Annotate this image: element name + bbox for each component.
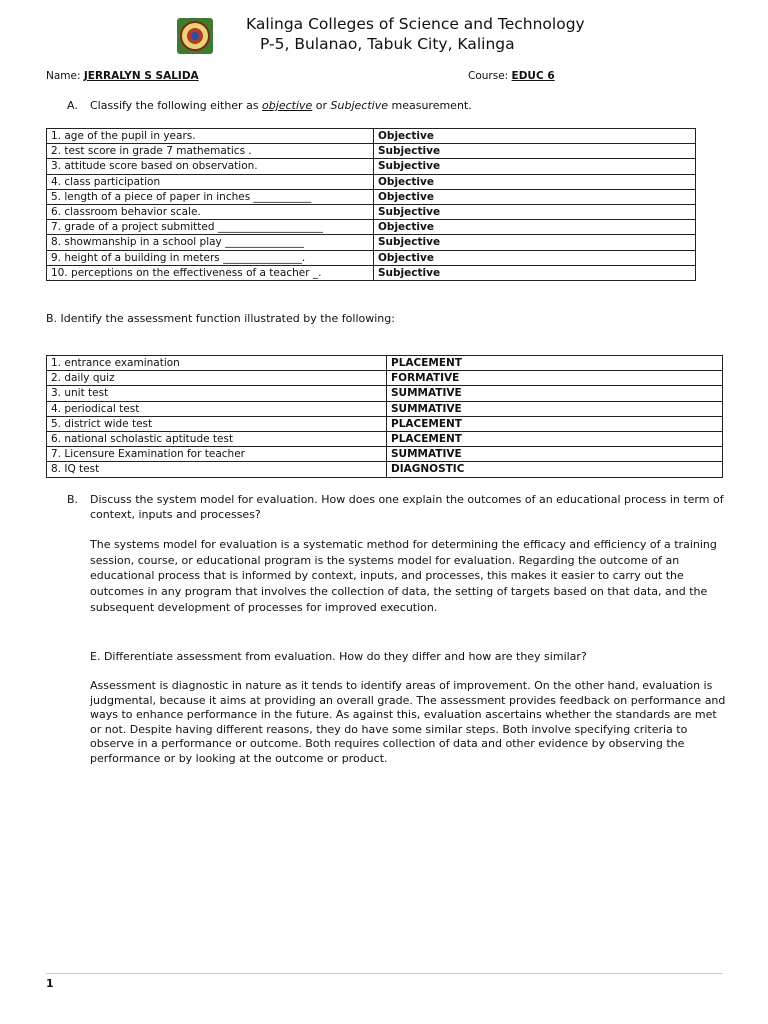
table-row <box>47 447 723 462</box>
item-cell: 1. entrance examination <box>47 356 387 371</box>
item-cell: 6. national scholastic aptitude test <box>47 431 387 446</box>
table-row <box>47 386 723 401</box>
course-value: EDUC 6 <box>511 70 555 82</box>
answer-cell: Objective <box>374 174 696 189</box>
table-row <box>47 129 696 144</box>
item-cell: 8. IQ test <box>47 462 387 477</box>
section-b2-question-text: Discuss the system model for evaluation. How does one explain the outcomes of an educational process in term of context, inputs and processes? <box>90 493 724 521</box>
table-row <box>47 462 723 477</box>
answer-cell: Subjective <box>374 235 696 250</box>
table-row <box>47 250 696 265</box>
section-b-title: B. Identify the assessment function illustrated by the following: <box>46 312 395 325</box>
table-row <box>47 265 696 280</box>
item-cell: 4. class participation <box>47 174 374 189</box>
answer-cell: PLACEMENT <box>387 431 723 446</box>
item-cell: 7. grade of a project submitted ____________________ <box>47 220 374 235</box>
answer-cell: Subjective <box>374 144 696 159</box>
section-a-objective: objective <box>262 99 313 112</box>
item-cell: 7. Licensure Examination for teacher <box>47 447 387 462</box>
item-cell: 8. showmanship in a school play _______________ <box>47 235 374 250</box>
section-e-answer: Assessment is diagnostic in nature as it tends to identify areas of improvement. On the other hand, evaluation is judgmental, because it aims at providing an overall grade. The assessment provides feedback on performance and ways to enhance performance in the future. As against this, evaluation ascertains whether the standards are met or not. Despite having different reasons, they do have some similar steps. Both involve specifying criteria to observe in a performance or outcome. Both requires collection of data and other evidence by observing the performance or by looking at the outcome or product. <box>90 679 726 765</box>
item-cell: 9. height of a building in meters _______________. <box>47 250 374 265</box>
answer-cell: PLACEMENT <box>387 356 723 371</box>
answer-cell: Subjective <box>374 265 696 280</box>
table-row <box>47 189 696 204</box>
answer-cell: SUMMATIVE <box>387 386 723 401</box>
name-value: JERRALYN S SALIDA <box>83 70 199 82</box>
section-a-instruction <box>67 99 472 112</box>
table-row <box>47 416 723 431</box>
section-b2-answer: The systems model for evaluation is a systematic method for determining the efficacy and efficiency of a training session, course, or educational program is the systems model for evaluation. Regarding the outcome of an educational process that is informed by context, inputs, and processes, this makes it easier to carry out the outcomes in any program that involves the collection of data, the setting of targets based on that data, and the subsequent development of processes for improved execution. <box>90 538 717 614</box>
answer-cell: Objective <box>374 189 696 204</box>
school-name: Kalinga Colleges of Science and Technology <box>246 15 585 33</box>
item-cell: 5. district wide test <box>47 416 387 431</box>
section-a-text-end: measurement. <box>388 99 472 112</box>
table-row <box>47 371 723 386</box>
item-cell: 2. test score in grade 7 mathematics . <box>47 144 374 159</box>
answer-cell: PLACEMENT <box>387 416 723 431</box>
item-cell: 3. attitude score based on observation. <box>47 159 374 174</box>
assessment-function-table <box>46 355 723 478</box>
item-cell: 6. classroom behavior scale. <box>47 204 374 219</box>
answer-cell: SUMMATIVE <box>387 401 723 416</box>
item-cell: 3. unit test <box>47 386 387 401</box>
answer-cell: FORMATIVE <box>387 371 723 386</box>
table-row <box>47 401 723 416</box>
section-b2-question <box>67 493 727 522</box>
item-cell: 2. daily quiz <box>47 371 387 386</box>
student-name-row <box>46 70 199 82</box>
section-a-or: or <box>312 99 331 112</box>
section-a-label: A. <box>67 99 78 112</box>
section-e-question: E. Differentiate assessment from evaluation. How do they differ and how are they similar? <box>90 650 587 663</box>
table-row <box>47 144 696 159</box>
name-label: Name: <box>46 70 84 82</box>
course-row <box>468 70 555 82</box>
answer-cell: Subjective <box>374 159 696 174</box>
school-seal-logo <box>175 16 215 56</box>
item-cell: 10. perceptions on the effectiveness of a teacher _. <box>47 265 374 280</box>
table-row <box>47 174 696 189</box>
footer-divider <box>46 973 723 974</box>
course-label: Course: <box>468 70 512 82</box>
table-row <box>47 431 723 446</box>
table-row <box>47 235 696 250</box>
table-row <box>47 356 723 371</box>
answer-cell: DIAGNOSTIC <box>387 462 723 477</box>
table-row <box>47 159 696 174</box>
classification-table <box>46 128 696 281</box>
table-row <box>47 204 696 219</box>
table-row <box>47 220 696 235</box>
answer-cell: Objective <box>374 129 696 144</box>
school-address: P-5, Bulanao, Tabuk City, Kalinga <box>260 35 515 53</box>
section-a-text: Classify the following either as <box>90 99 263 112</box>
item-cell: 5. length of a piece of paper in inches ___________ <box>47 189 374 204</box>
answer-cell: Objective <box>374 250 696 265</box>
section-a-subjective: Subjective <box>330 99 388 112</box>
item-cell: 1. age of the pupil in years. <box>47 129 374 144</box>
answer-cell: Subjective <box>374 204 696 219</box>
page-number: 1 <box>46 977 54 990</box>
section-b2-label: B. <box>67 493 79 506</box>
answer-cell: Objective <box>374 220 696 235</box>
answer-cell: SUMMATIVE <box>387 447 723 462</box>
item-cell: 4. periodical test <box>47 401 387 416</box>
